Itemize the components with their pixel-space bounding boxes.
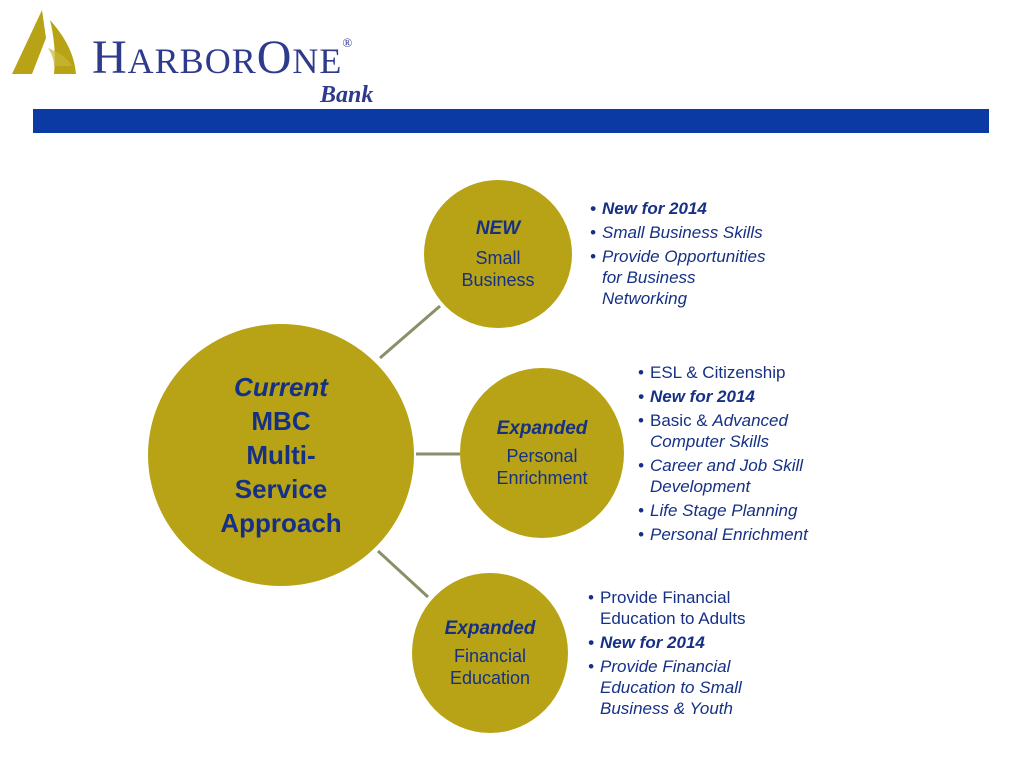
bullet-text-plain: Basic & xyxy=(650,411,713,430)
circle-small-business xyxy=(424,180,572,328)
bullet-item: • Small Business Skills xyxy=(590,222,830,243)
circle-personal-enrichment xyxy=(460,368,624,538)
bullet-item: • Provide Opportunities for Business Networking xyxy=(590,246,830,309)
circle-small-business-head: NEW xyxy=(475,218,521,239)
bullet-item: • Personal Enrichment xyxy=(638,524,868,545)
brand-subtitle: Bank xyxy=(320,82,374,108)
bullet-item: • Life Stage Planning xyxy=(638,500,868,521)
circle-personal-enrichment-head: Expanded xyxy=(496,418,588,439)
bullet-item: • New for 2014 xyxy=(588,632,828,653)
bullet-item: • Provide Financial Education to Small Business & Youth xyxy=(588,656,828,719)
connector-financial-education xyxy=(378,551,428,597)
circle-financial-education-label: Financial Education xyxy=(449,646,531,688)
brand-arbor: ARBOR xyxy=(127,41,257,81)
center-label-line2: Multi- xyxy=(246,440,316,470)
brand-letter-o: O xyxy=(256,31,293,84)
bullets-personal-enrichment xyxy=(638,362,868,548)
connector-small-business xyxy=(380,306,440,358)
brand-letter-h: H xyxy=(92,31,128,84)
center-label-current: Current xyxy=(234,372,328,402)
bullet-item: • Career and Job Skill Development xyxy=(638,455,868,497)
center-label-line4: Approach xyxy=(220,508,342,538)
center-label xyxy=(220,370,341,540)
bullet-item xyxy=(638,410,868,452)
bullet-item: • New for 2014 xyxy=(638,386,868,407)
bullet-item: • Provide Financial Education to Adults xyxy=(588,587,828,629)
circle-small-business-label: Small Business xyxy=(461,248,535,290)
registered-mark: ® xyxy=(342,35,354,50)
bullet-item: • ESL & Citizenship xyxy=(638,362,868,383)
brand-ne: NE xyxy=(292,41,343,81)
center-label-line3: Service xyxy=(234,474,328,504)
center-label-line1: MBC xyxy=(251,406,311,436)
bullets-financial-education xyxy=(588,587,828,722)
circle-personal-enrichment-label: Personal Enrichment xyxy=(496,446,588,488)
bullet-item: • New for 2014 xyxy=(590,198,830,219)
bullet-text-italic: Advanced Computer Skills xyxy=(650,411,788,451)
circle-financial-education xyxy=(412,573,568,733)
bullets-small-business xyxy=(590,198,830,312)
center-circle-mbc-approach xyxy=(148,324,414,586)
circle-financial-education-head: Expanded xyxy=(444,618,536,639)
